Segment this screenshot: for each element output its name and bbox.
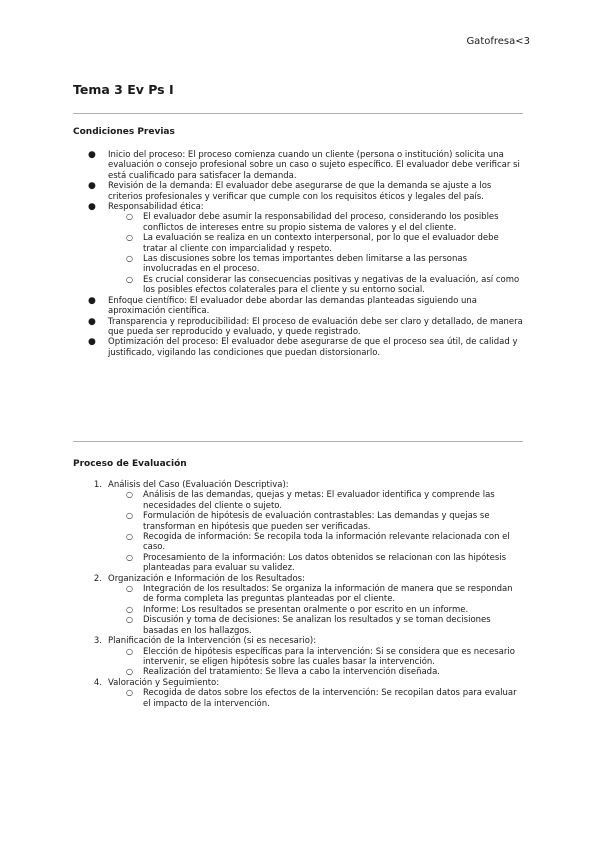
hollow-bullet-icon: ○ [126, 274, 133, 284]
sub-list-item [126, 584, 523, 605]
divider [73, 113, 523, 114]
page-title: Tema 3 Ev Ps I [73, 82, 174, 97]
author-header: Gatofresa<3 [466, 36, 530, 47]
list-item-text: Organización e Información de los Resultados: [108, 573, 305, 584]
list-item [88, 150, 523, 181]
section-heading-condiciones: Condiciones Previas [73, 127, 175, 137]
list-item [88, 202, 523, 296]
list-number: 1. [93, 480, 102, 490]
sub-list-item-text: Análisis de las demandas, quejas y metas: El evaluador identifica y comprende las necesidades del cliente o sujeto. [143, 490, 495, 511]
list-item [88, 295, 523, 317]
condiciones-list [88, 150, 523, 358]
list-item-text: Revisión de la demanda: El evaluador debe asegurarse de que la demanda se ajuste a los criterios profesionales y verificar que cumple con los requisitos éticos y legales del país. [108, 181, 492, 202]
hollow-bullet-icon: ○ [126, 615, 133, 625]
sub-list-item [126, 667, 523, 678]
section-heading-proceso: Proceso de Evaluación [73, 459, 187, 469]
sub-list-item [126, 552, 523, 574]
sub-list [108, 688, 523, 709]
sub-list-item-text: Formulación de hipótesis de evaluación contrastables: Las demandas y quejas se transforman en hipótesis que pueden ser verificadas. [143, 511, 490, 532]
bullet-icon: ● [88, 337, 96, 348]
hollow-bullet-icon: ○ [126, 646, 133, 656]
sub-list-item-text: La evaluación se realiza en un contexto interpersonal, por lo que el evaluador debe tratar al cliente con imparcialidad y respeto. [143, 233, 499, 254]
hollow-bullet-icon: ○ [126, 254, 133, 264]
list-item-text: Análisis del Caso (Evaluación Descriptiva): [108, 480, 289, 490]
sub-list-item-text: Procesamiento de la información: Los datos obtenidos se relacionan con las hipótesis planteadas para evaluar su validez. [143, 552, 507, 574]
sub-list-item-text: El evaluador debe asumir la responsabilidad del proceso, considerando los posibles conflictos de intereses entre su propio sistema de valores y el del cliente. [143, 212, 499, 233]
sub-list-item-text: Integración de los resultados: Se organiza la información de manera que se respondan de forma completa las preguntas planteadas por el cliente. [143, 584, 513, 605]
hollow-bullet-icon: ○ [126, 511, 133, 521]
bullet-icon: ● [88, 181, 96, 192]
list-item [88, 181, 523, 202]
sub-list-item-text: Elección de hipótesis específicas para la intervención: Si se considera que es necesario intervenir, se eligen hipótesis sobre las cuales basar la intervención. [143, 646, 515, 667]
sub-list-item [126, 490, 523, 511]
hollow-bullet-icon: ○ [126, 212, 133, 222]
list-item-text: Responsabilidad ética: [108, 202, 204, 213]
list-item [93, 573, 523, 636]
sub-list-item-text: Recogida de datos sobre los efectos de la intervención: Se recopilan datos para evaluar el impacto de la intervención. [143, 688, 517, 709]
sub-list [108, 212, 523, 295]
sub-list-item [126, 212, 523, 233]
sub-list-item-text: Las discusiones sobre los temas importantes deben limitarse a las personas involucradas en el proceso. [143, 254, 468, 275]
hollow-bullet-icon: ○ [126, 584, 133, 594]
bullet-icon: ● [88, 202, 96, 213]
sub-list [108, 584, 523, 636]
hollow-bullet-icon: ○ [126, 604, 133, 614]
sub-list [108, 647, 523, 678]
list-item [93, 677, 523, 709]
list-item-text: Enfoque científico: El evaluador debe abordar las demandas planteadas siguiendo una aproximación científica. [108, 295, 477, 317]
sub-list-item [126, 233, 523, 254]
list-item [88, 337, 523, 358]
hollow-bullet-icon: ○ [126, 688, 133, 698]
sub-list-item [126, 274, 523, 296]
bullet-icon: ● [88, 150, 96, 160]
divider [73, 441, 523, 442]
hollow-bullet-icon: ○ [126, 233, 133, 243]
list-item-text: Transparencia y reproducibilidad: El proceso de evaluación debe ser claro y detallado, de manera que pueda ser reproducido y evaluado, y quede registrado. [108, 316, 523, 337]
list-item-text: Optimización del proceso: El evaluador debe asegurarse de que el proceso sea útil, de calidad y justificado, vigilando las condiciones que puedan distorsionarlo. [108, 337, 518, 358]
list-number: 3. [93, 636, 102, 647]
sub-list [108, 490, 523, 573]
sub-list-item-text: Recogida de información: Se recopila toda la información relevante relacionada con el caso. [143, 532, 510, 553]
list-item-text: Planificación de la Intervención (si es necesario): [108, 636, 317, 647]
sub-list-item-text: Discusión y toma de decisiones: Se analizan los resultados y se toman decisiones basadas en los hallazgos. [143, 615, 491, 636]
list-item-text: Valoración y Seguimiento: [108, 677, 220, 688]
list-item [88, 316, 523, 338]
sub-list-item-text: Realización del tratamiento: Se lleva a cabo la intervención diseñada. [143, 667, 440, 678]
hollow-bullet-icon: ○ [126, 667, 133, 677]
sub-list-item [126, 646, 523, 668]
sub-list-item [126, 688, 523, 709]
hollow-bullet-icon: ○ [126, 490, 133, 500]
sub-list-item-text: Es crucial considerar las consecuencias positivas y negativas de la evaluación, así como los posibles efectos colaterales para el cliente y su entorno social. [143, 274, 520, 296]
bullet-icon: ● [88, 295, 96, 306]
list-item [93, 636, 523, 678]
sub-list-item [126, 532, 523, 553]
sub-list-item [126, 615, 523, 636]
list-item [93, 480, 523, 574]
proceso-list [93, 480, 523, 709]
sub-list-item [126, 511, 523, 532]
sub-list-item [126, 604, 523, 615]
sub-list-item [126, 254, 523, 275]
bullet-icon: ● [88, 316, 96, 327]
list-item-text: Inicio del proceso: El proceso comienza cuando un cliente (persona o institución) solicita una evaluación o consejo profesional sobre un caso o sujeto específico. El evaluador debe verificar si está cualificado para satisfacer la demanda. [108, 150, 520, 181]
sub-list-item-text: Informe: Los resultados se presentan oralmente o por escrito en un informe. [143, 604, 469, 615]
list-number: 4. [93, 677, 102, 688]
hollow-bullet-icon: ○ [126, 552, 133, 562]
list-number: 2. [93, 573, 102, 584]
hollow-bullet-icon: ○ [126, 532, 133, 542]
